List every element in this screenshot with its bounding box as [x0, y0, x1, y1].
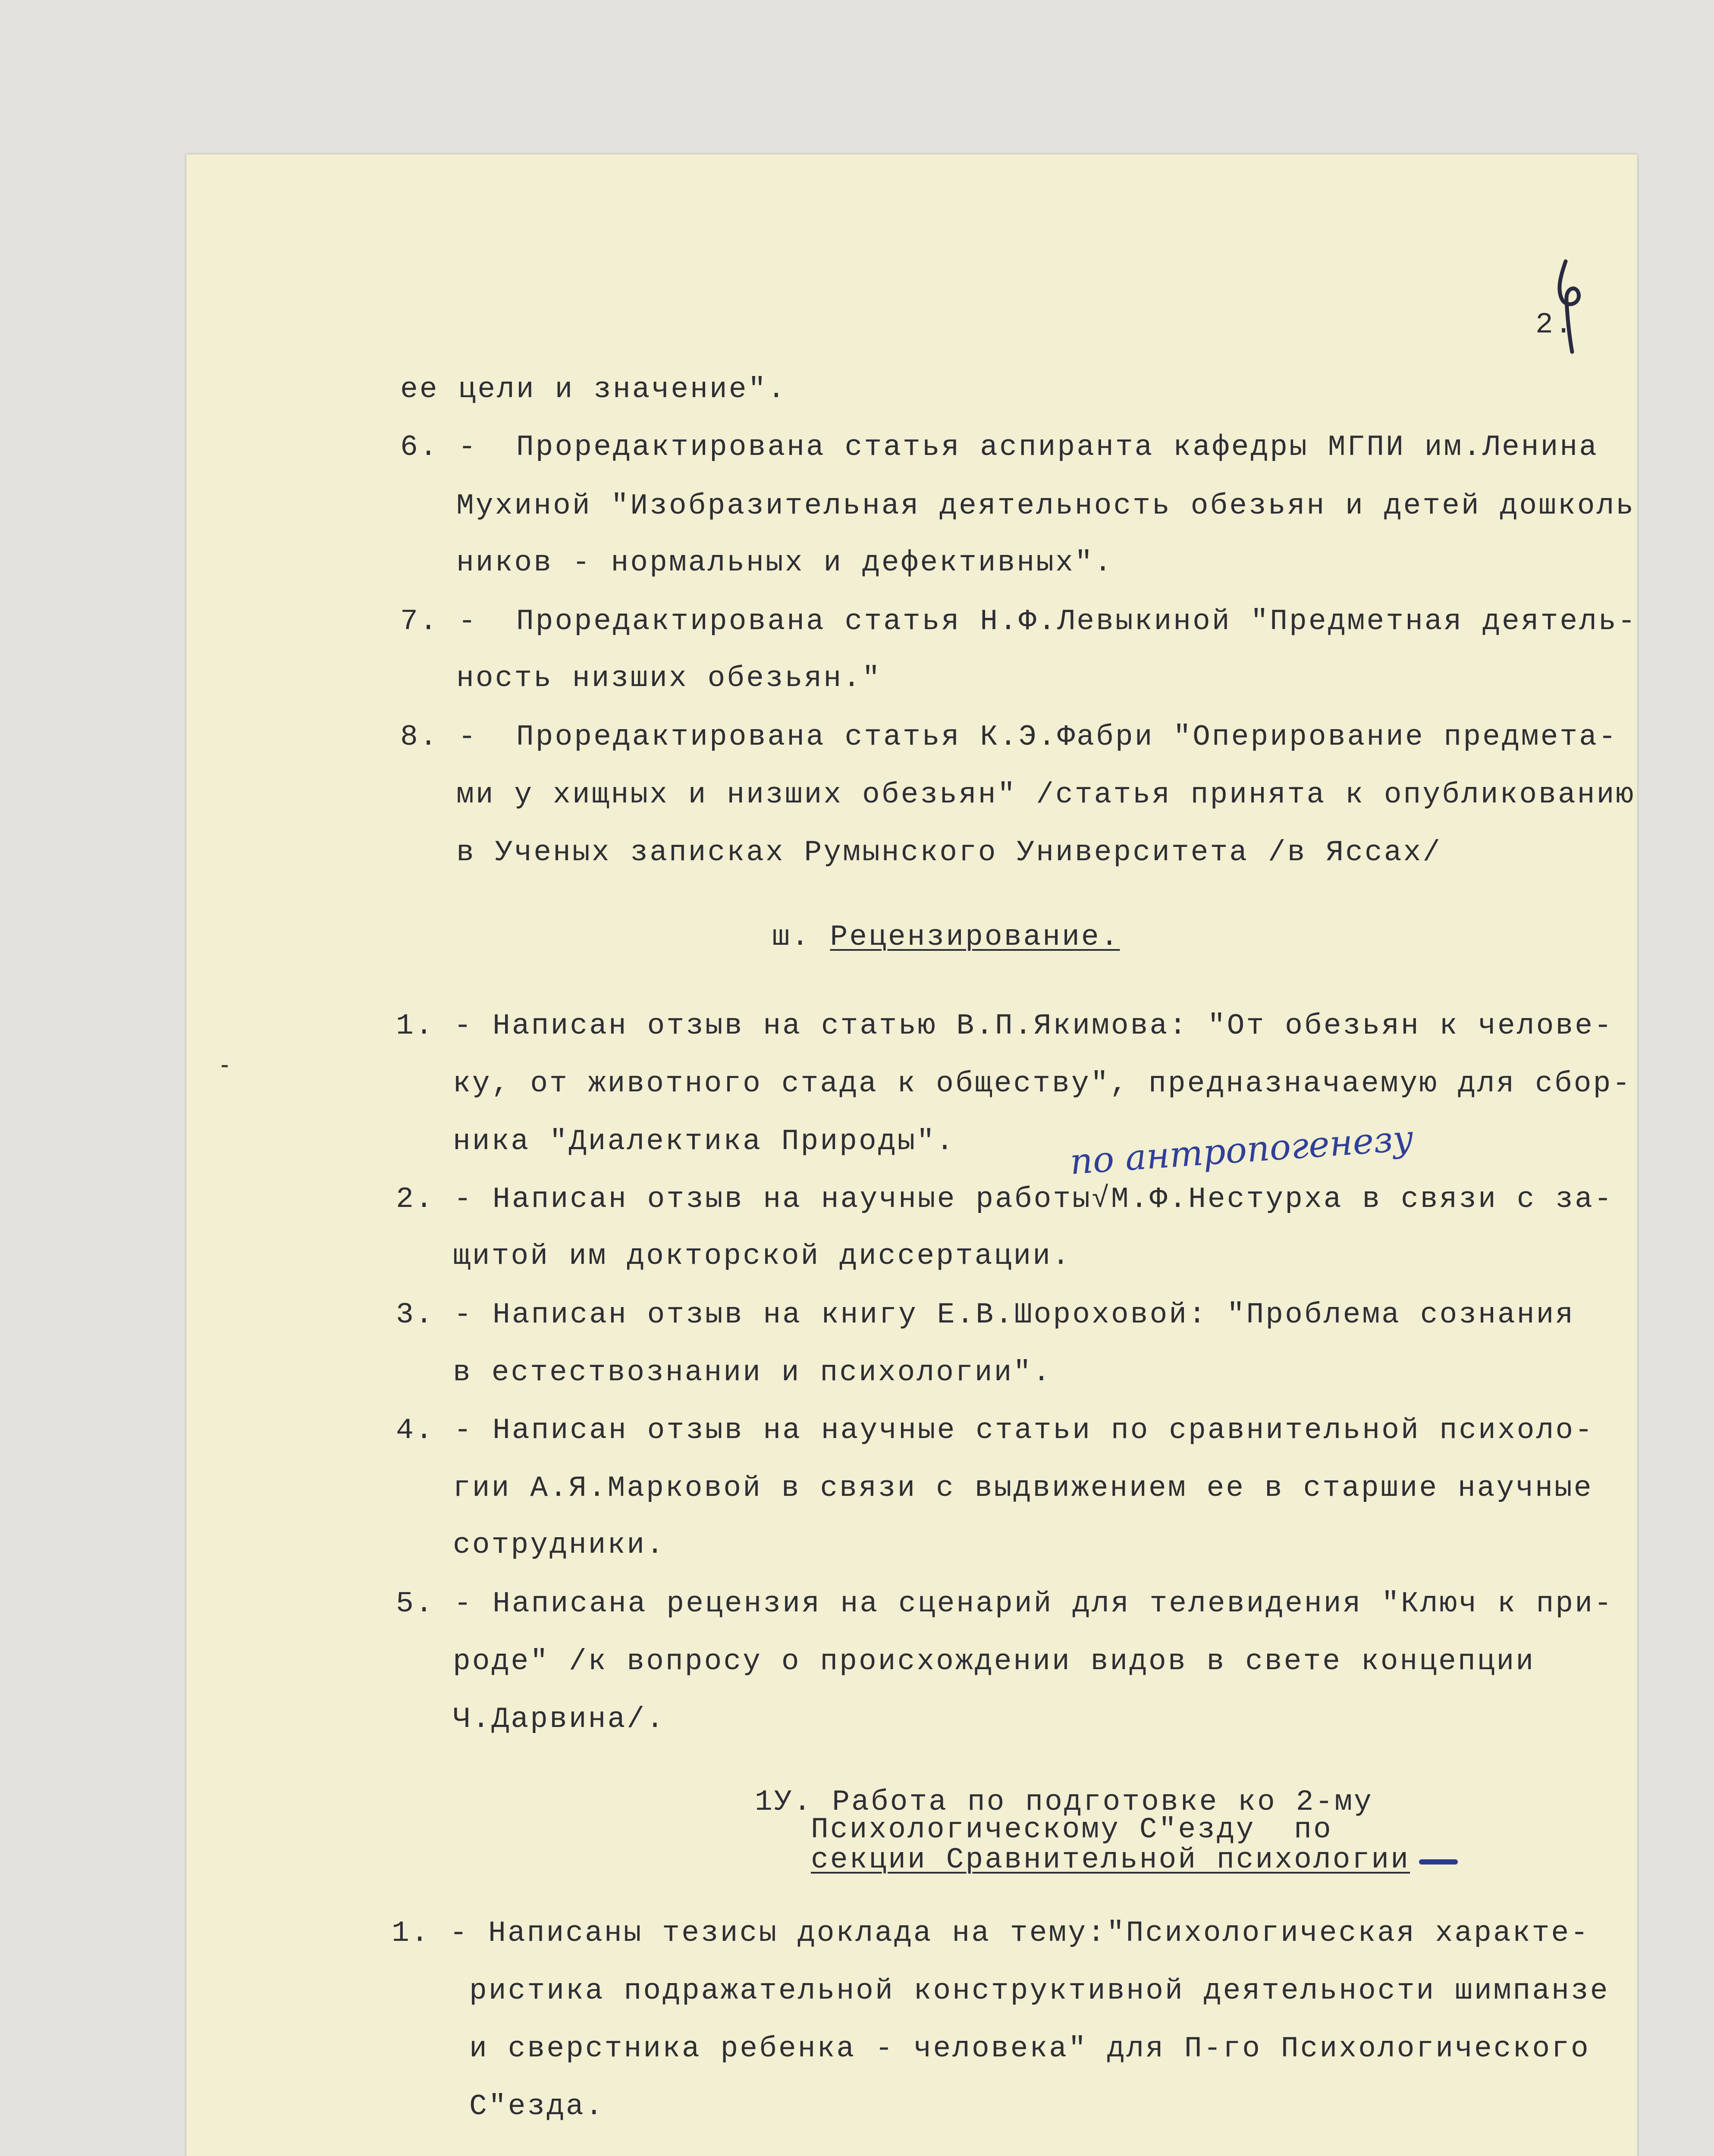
handwritten-dash [1419, 1859, 1458, 1865]
page-number: 2. [1535, 308, 1574, 342]
text-line: Ч.Дарвина/. [453, 1703, 666, 1736]
text-line: щитой им докторской диссертации. [453, 1240, 1071, 1273]
text-line: 2. - Написан отзыв на научные работы√М.Ф.Нестурха в связи с за- [396, 1183, 1614, 1216]
handwritten-insert: по антропогенезу [1068, 1118, 1415, 1183]
text-line: 5. - Написана рецензия на сценарий для телевидения "Ключ к при- [396, 1587, 1614, 1620]
text-line: ристика подражательной конструктивной деятельности шимпанзе [469, 1974, 1610, 2008]
text-line: 1. - Написан отзыв на статью В.П.Якимова: "От обезьян к челове- [396, 1009, 1614, 1043]
text-line: ников - нормальных и дефективных". [456, 546, 1114, 580]
text-line: ность низших обезьян." [456, 662, 882, 695]
text-line: ника "Диалектика Природы". [453, 1125, 955, 1158]
text-line: 8. - Проредактирована статья К.Э.Фабри "Оперирование предмета- [400, 721, 1618, 754]
text-line: 6. - Проредактирована статья аспиранта кафедры МГПИ им.Ленина [400, 431, 1599, 464]
text-line: ее цели и значение". [400, 373, 787, 406]
section-heading-4-line: Психологическому С"езду по [811, 1813, 1333, 1846]
text-line: 4. - Написан отзыв на научные статьи по сравнительной психоло- [396, 1414, 1595, 1447]
text-line: роде" /к вопросу о происхождении видов в свете концепции [453, 1645, 1535, 1678]
text-line: С"езда. [469, 2090, 605, 2123]
text-line: в естествознании и психологии". [453, 1356, 1052, 1389]
text-line: в Ученых записках Румынского Университета /в Яссах/ [456, 836, 1442, 869]
section-title: Рецензирование. [830, 921, 1120, 954]
text-line: 1. - Написаны тезисы доклада на тему:"Психологическая характе- [392, 1917, 1590, 1950]
text-line: ми у хищных и низших обезьян" /статья принята к опубликованию [456, 778, 1636, 812]
text-line: Мухиной "Изобразительная деятельность обезьян и детей дошколь [456, 489, 1636, 523]
text-line: 7. - Проредактирована статья Н.Ф.Левыкиной "Предметная деятель- [400, 605, 1637, 638]
section-heading-3 [772, 923, 1120, 952]
text-line: сотрудники. [453, 1529, 666, 1562]
text-line: и сверстника ребенка - человека" для П-го Психологического [469, 2032, 1590, 2065]
text-line: гии А.Я.Марковой в связи с выдвижением ее в старшие научные [453, 1472, 1593, 1505]
text-line: ку, от животного стада к обществу", предназначаемую для сбор- [453, 1067, 1632, 1100]
section-heading-4-line: 1У. Работа по подготовке ко 2-му [755, 1786, 1373, 1819]
paper-speck [222, 1065, 228, 1067]
section-heading-4-line: секции Сравнительной психологии [811, 1843, 1410, 1877]
text-line: 3. - Написан отзыв на книгу Е.В.Шороховой: "Проблема сознания [396, 1298, 1575, 1332]
section-number: ш. [772, 921, 811, 954]
